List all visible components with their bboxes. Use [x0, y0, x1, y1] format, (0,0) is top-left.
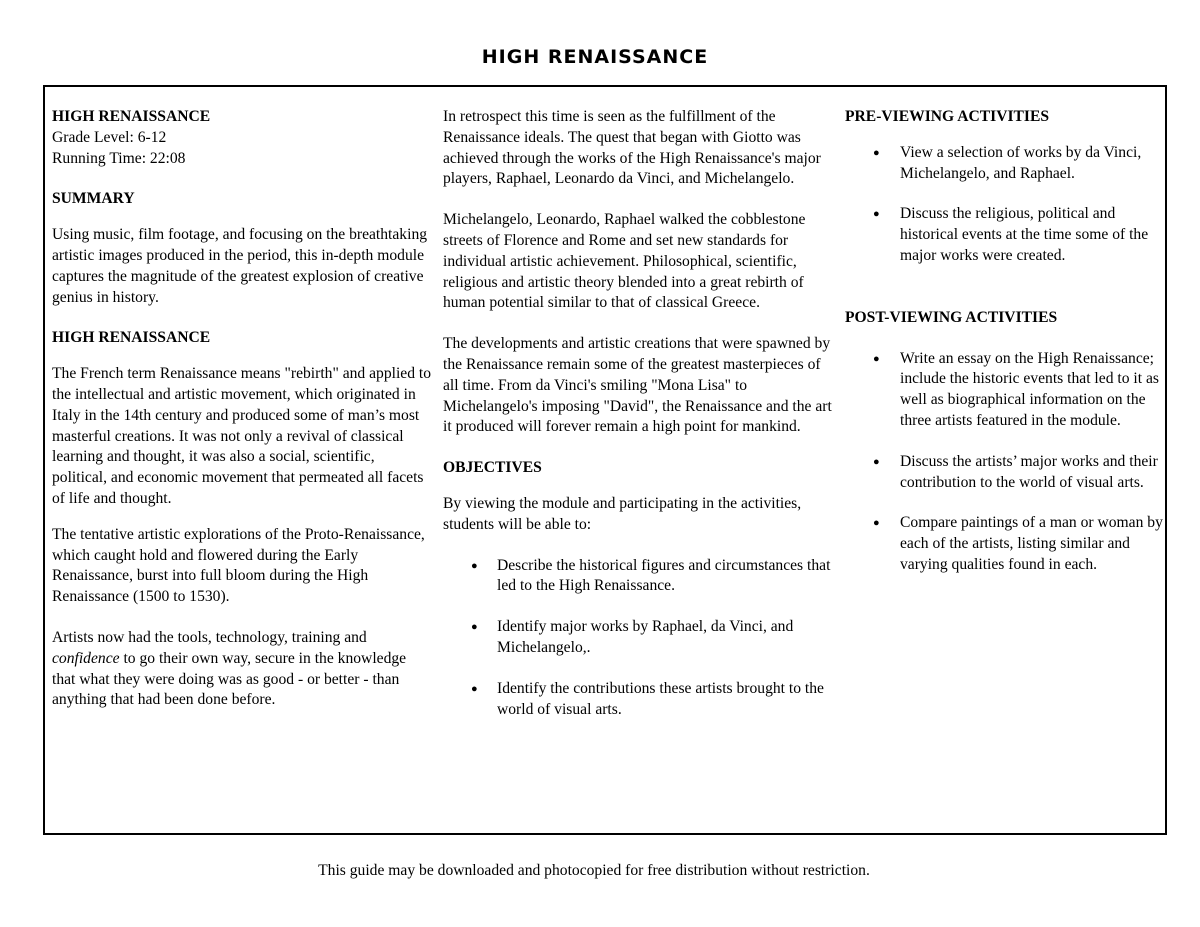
- objectives-list: [443, 556, 835, 721]
- objective-item: ● Identify the contributions these artists brought to the world of visual arts.: [443, 679, 835, 721]
- pre-viewing-heading: PRE-VIEWING ACTIVITIES: [845, 108, 1050, 125]
- objectives-heading: OBJECTIVES: [443, 459, 542, 477]
- objectives-intro: By viewing the module and participating in the activities, students will be able to:: [443, 494, 802, 533]
- summary-text: Using music, film footage, and focusing on the breathtaking artistic images produced in the period, this in-depth module captures the magnitude of the greatest explosion of creative genius in history.: [52, 226, 428, 306]
- objective-item: ● Describe the historical figures and circumstances that led to the High Renaissance.: [443, 556, 835, 598]
- column-left: [52, 107, 432, 711]
- renaissance-paragraph-1: The French term Renaissance means "rebirth" and applied to the intellectual and artistic movement, which originated in Italy in the 14th century and produced some of man’s most masterful creations. It was not only a revival of classical learning and thought, it was also a social, scientific, political, and economic movement that permeated all facets of life and thought.: [52, 365, 432, 507]
- section-heading: HIGH RENAISSANCE: [52, 329, 211, 347]
- pre-viewing-item: ● View a selection of works by da Vinci, Michelangelo, and Raphael.: [845, 143, 1163, 185]
- paragraph-3-italic: confidence: [52, 649, 120, 667]
- column-right: [845, 107, 1163, 576]
- grade-level: Grade Level: 6-12: [52, 128, 167, 146]
- post-viewing-item: ● Write an essay on the High Renaissance; include the historic events that led to it as well as biographical information on the three artists featured in the module.: [845, 349, 1163, 432]
- pre-viewing-list: [845, 143, 1163, 267]
- post-viewing-item: ● Discuss the artists’ major works and their contribution to the world of visual arts.: [845, 452, 1163, 494]
- running-time: Running Time: 22:08: [52, 149, 186, 167]
- column-middle: [443, 107, 835, 720]
- paragraph-3-start: Artists now had the tools, technology, training and: [52, 628, 367, 646]
- renaissance-paragraph-3: [52, 628, 432, 711]
- renaissance-paragraph-2: The tentative artistic explorations of the Proto-Renaissance, which caught hold and flowered during the Early Renaissance, burst into full bloom during the High Renaissance (1500 to 1530).: [52, 525, 425, 606]
- post-viewing-item: ● Compare paintings of a man or woman by each of the artists, listing similar and varying qualities found in each.: [845, 513, 1163, 575]
- footer-note: This guide may be downloaded and photocopied for free distribution without restriction.: [318, 862, 870, 879]
- post-viewing-list: [845, 349, 1163, 576]
- masters-paragraph: Michelangelo, Leonardo, Raphael walked the cobblestone streets of Florence and Rome and set new standards for individual artistic achievement. Philosophical, scientific, religious and artistic theory blended into a great rebirth of human potential similar to that of classical Greece.: [443, 211, 806, 312]
- objective-item: ● Identify major works by Raphael, da Vinci, and Michelangelo,.: [443, 617, 835, 659]
- paragraph-3-end: to go their own way, secure in the knowledge that what they were doing was as good - or better - than anything that had been done before.: [52, 649, 407, 709]
- program-title: HIGH RENAISSANCE: [52, 108, 211, 125]
- page-title: HIGH RENAISSANCE: [481, 46, 709, 68]
- summary-heading: SUMMARY: [52, 190, 135, 208]
- retrospect-paragraph: In retrospect this time is seen as the fulfillment of the Renaissance ideals. The quest that began with Giotto was achieved through the works of the High Renaissance's major players, Raphael, Leonardo da Vinci, and Michelangelo.: [443, 108, 821, 188]
- post-viewing-heading: POST-VIEWING ACTIVITIES: [845, 308, 1058, 326]
- developments-paragraph: The developments and artistic creations that were spawned by the Renaissance remain some of the greatest masterpieces of all time. From da Vinci's smiling "Mona Lisa" to Michelangelo's imposing "David", the Renaissance and the art it produced will forever remain a high point for mankind.: [443, 335, 832, 436]
- pre-viewing-item: ● Discuss the religious, political and historical events at the time some of the major works were created.: [845, 204, 1163, 266]
